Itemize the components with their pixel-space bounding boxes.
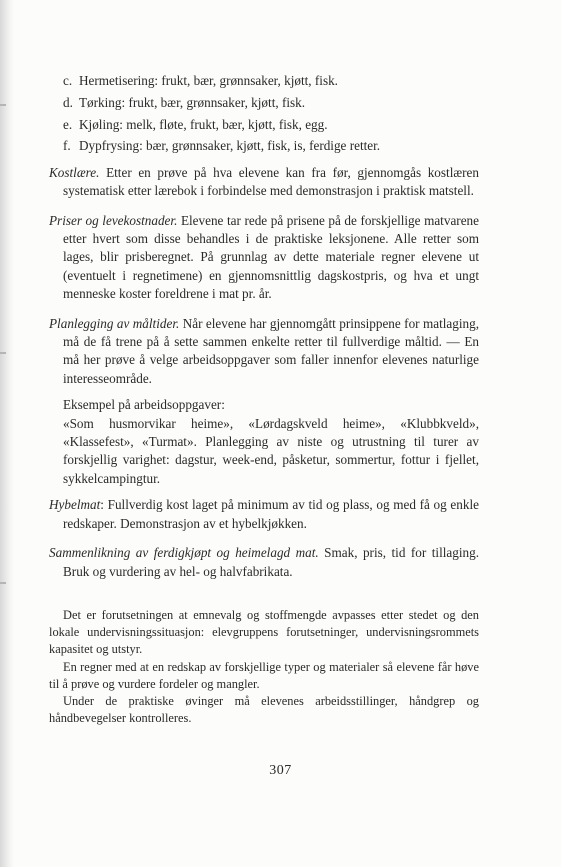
page-number: 307 xyxy=(269,763,292,778)
section-hybelmat xyxy=(49,496,479,533)
list-letter: e. xyxy=(63,116,73,132)
section-term: Kostlære. xyxy=(49,164,100,180)
list-item xyxy=(49,137,479,155)
section-kostlaere xyxy=(49,164,479,201)
list-letter: f. xyxy=(63,138,71,154)
list-item xyxy=(49,72,479,90)
section-text: Smak, pris, tid for tillaging. Bruk og vurdering av hel- og halvfabrikata. xyxy=(63,545,479,579)
section-text: Etter en prøve på hva elevene kan fra før, gjennomgås kostlæren systematisk etter lærebok i forbindelse med demonstrasjon i praktisk matstell. xyxy=(63,164,479,199)
example-text: «Som husmorvikar heime», «Lørdagskveld heime», «Klubbkveld», «Klassefest», «Turmat». Planlegging av niste og utrustning til turer av forskjellig varighet: dagstur, week-end, påsketur, sommertur, fottur i fjellet, sykkelcampingtur. xyxy=(63,415,479,486)
list-letter: d. xyxy=(63,94,73,110)
preservation-list xyxy=(49,72,479,156)
section-term: Priser og levekostnader. xyxy=(49,212,178,228)
page-body xyxy=(49,72,479,727)
edge-mark xyxy=(0,582,6,584)
closing-paragraph: Det er forutsetningen at emnevalg og stoffmengde avpasses etter stedet og den lokale undervisningssituasjon: elevgruppens forutsetninger, undervisningsrommets kapasitet og utstyr. xyxy=(49,607,479,657)
list-item xyxy=(49,116,479,134)
section-sammenlikning xyxy=(49,544,479,581)
section-planlegging xyxy=(49,315,479,389)
list-item xyxy=(49,94,479,112)
edge-mark xyxy=(0,104,6,106)
section-text: : Fullverdig kost laget på minimum av tid og plass, og med få og enkle redskaper. Demonstrasjon av et hybelkjøkken. xyxy=(63,497,479,531)
section-term: Sammenlikning av ferdigkjøpt og heimelagd mat. xyxy=(49,545,319,561)
closing-paragraph: Under de praktiske øvinger må elevenes arbeidsstillinger, håndgrep og håndbevegelser kontrolleres. xyxy=(49,693,479,726)
section-term: Planlegging av måltider. xyxy=(49,315,180,331)
example-intro: Eksempel på arbeidsoppgaver: xyxy=(63,397,225,413)
section-text: Når elevene har gjennomgått prinsippene for matlaging, må de få trene på å sette sammen enkelte retter til fullverdige måltid. — En må her prøve å velge arbeidsoppgaver som faller innenfor elevenes naturlige interesseområde. xyxy=(63,315,480,386)
section-priser xyxy=(49,212,479,304)
list-text: Dypfrysing: bær, grønnsaker, kjøtt, fisk, is, ferdige retter. xyxy=(79,138,381,154)
list-text: Kjøling: melk, fløte, frukt, bær, kjøtt, fisk, egg. xyxy=(79,116,328,132)
list-text: Hermetisering: frukt, bær, grønnsaker, kjøtt, fisk. xyxy=(79,73,338,88)
closing-paragraph: En regner med at en redskap av forskjellige typer og materialer så elevene får høve til å prøve og vurdere fordeler og mangler. xyxy=(49,659,479,691)
list-letter: c. xyxy=(63,73,73,88)
page-edge-shadow xyxy=(0,0,14,867)
edge-mark xyxy=(0,352,6,354)
list-text: Tørking: frukt, bær, grønnsaker, kjøtt, fisk. xyxy=(79,94,306,110)
section-term: Hybelmat xyxy=(49,497,101,513)
section-text: Elevene tar rede på prisene på de forskjellige matvarene etter hvert som disse behandles i de praktiske leksjonene. Alle retter som lages, blir prisberegnet. På grunnlag av dette materiale regner elevene ut (eventuelt i regnetimene) en gjennomsnittlig dagskostpris, og hva et ungt menneske koster foreldrene i mat pr. år. xyxy=(63,212,479,302)
